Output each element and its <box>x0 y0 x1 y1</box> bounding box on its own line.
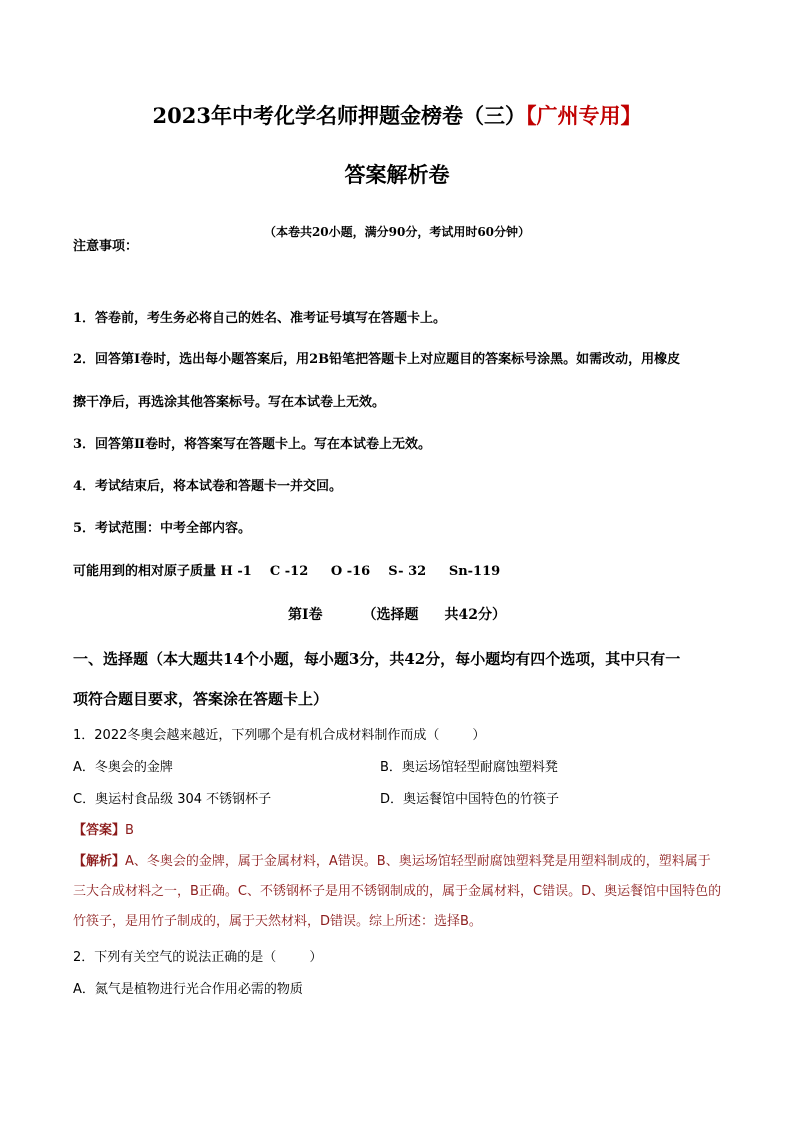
section-part: 第Ⅰ卷 <box>287 607 323 623</box>
question-1-option-d: D．奥运餐馆中国特色的竹筷子 <box>380 792 560 807</box>
note-item: 擦干净后，再选涂其他答案标号。写在本试卷上无效。 <box>73 395 386 410</box>
part-one-title-line2: 项符合题目要求，答案涂在答题卡上） <box>73 690 329 708</box>
question-1-stem: 1．2022冬奥会越来越近，下列哪个是有机合成材料制作而成（ ） <box>73 728 486 743</box>
answer-value: B <box>125 823 134 838</box>
title-main: 2023年中考化学名师押题金榜卷（三） <box>152 103 526 128</box>
notes-heading: 注意事项： <box>73 239 139 254</box>
question-1-explanation <box>73 847 723 937</box>
question-1-option-b: B．奥运场馆轻型耐腐蚀塑料凳 <box>380 760 558 775</box>
question-1-option-c: C．奥运村食品级 304 不锈钢杯子 <box>73 792 272 807</box>
atomic-masses: 可能用到的相对原子质量 H -1 C -12 O -16 S- 32 Sn-119 <box>73 564 501 579</box>
explanation-tag: 【解析】 <box>73 854 126 869</box>
title-tag: 【广州专用】 <box>525 103 642 128</box>
question-2-stem: 2．下列有关空气的说法正确的是（ ） <box>73 950 323 965</box>
note-item: 2．回答第Ⅰ卷时，选出每小题答案后，用2B铅笔把答题卡上对应题目的答案标号涂黑。如需改动，用橡皮 <box>73 352 681 367</box>
page-subtitle: 答案解析卷 <box>344 162 450 187</box>
question-1-answer <box>73 821 134 841</box>
section-heading <box>0 605 794 625</box>
section-type: （选择题 <box>362 607 419 623</box>
page-title <box>0 101 794 131</box>
answer-tag: 【答案】 <box>73 823 126 838</box>
note-item: 5．考试范围：中考全部内容。 <box>73 521 252 536</box>
note-item: 1．答卷前，考生务必将自己的姓名、准考证号填写在答题卡上。 <box>73 311 447 326</box>
question-1-option-a: A．冬奥会的金牌 <box>73 760 173 775</box>
note-item: 4．考试结束后，将本试卷和答题卡一并交回。 <box>73 479 343 494</box>
part-one-title-line1: 一、选择题（本大题共14个小题，每小题3分，共42分，每小题均有四个选项，其中只有一 <box>73 650 681 668</box>
note-item: 3．回答第Ⅱ卷时，将答案写在答题卡上。写在本试卷上无效。 <box>73 437 432 452</box>
exam-info: （本卷共20小题，满分90分，考试用时60分钟） <box>263 225 531 239</box>
section-score: 共42分） <box>444 607 507 623</box>
question-2-option-a: A．氮气是植物进行光合作用必需的物质 <box>73 982 303 997</box>
explanation-text: A、冬奥会的金牌，属于金属材料，A错误。B、奥运场馆轻型耐腐蚀塑料凳是用塑料制成的，塑料属于三大合成材料之一，B正确。C、不锈钢杯子是用不锈钢制成的，属于金属材料，C错误。D、奥运餐馆中国特色的竹筷子，是用竹子制成的，属于天然材料，D错误。综上所述：选择B。 <box>73 854 722 929</box>
